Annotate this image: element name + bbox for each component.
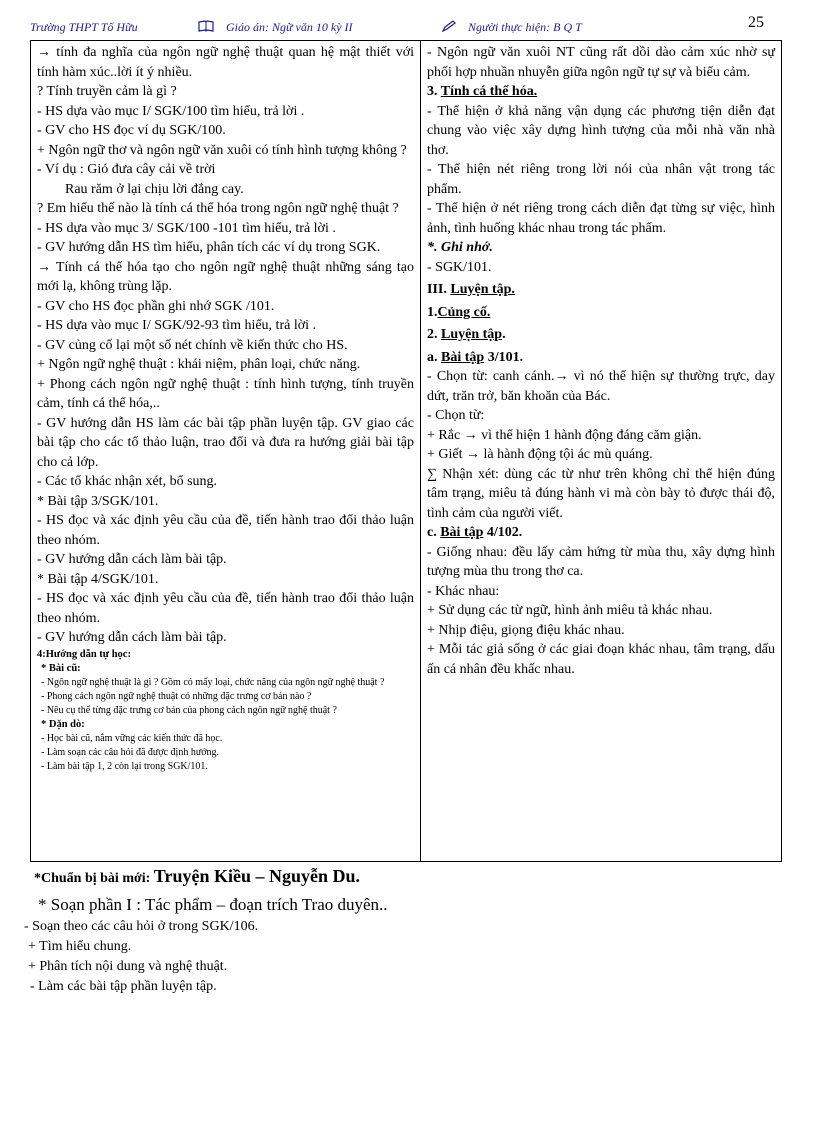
pen-icon — [442, 20, 456, 36]
left-line: - Ví dụ : Gió đưa cây cải về trời — [37, 162, 216, 177]
section-iii-heading — [427, 280, 775, 300]
left-line: - GV cho HS đọc phần ghi nhớ SGK /101. — [37, 298, 275, 314]
section-3-heading — [427, 82, 775, 102]
left-line: - HS dựa vào mục I/ SGK/92-93 tìm hiểu, trả lời . — [37, 318, 317, 333]
left-line: - GV hướng dẫn HS tìm hiểu, phân tích các ví dụ trong SGK. — [37, 240, 381, 255]
lesson-table — [30, 40, 782, 862]
content-column — [421, 41, 781, 861]
next-lesson-item: - Soạn theo các câu hỏi ở trong SGK/106. — [24, 919, 259, 934]
exercise-c-heading — [427, 523, 775, 543]
assignment-item: - Làm soạn các câu hỏi đã được định hướng. — [41, 746, 220, 758]
teacher-name: Người thực hiện: B Q T — [468, 20, 582, 34]
school-name: Trường THPT Tố Hữu — [30, 20, 138, 34]
left-line: - HS dựa vào mục I/ SGK/100 tìm hiểu, trả lời . — [37, 103, 305, 119]
right-line: - Thể hiện nét riêng trong lời nói của nhân vật trong tác phẩm. — [427, 162, 775, 197]
right-line: + Mỗi tác giả sống ở các giai đoạn khác nhau, tâm trạng, dấu ấn cá nhân đều khấc nhau. — [427, 642, 775, 677]
left-line: + Ngôn ngữ nghệ thuật : khái niệm, phân loại, chức năng. — [37, 357, 361, 372]
section-2-heading — [427, 325, 775, 345]
note-heading: *. Ghi nhớ. — [427, 240, 493, 255]
left-line: * Bài tập 4/SGK/101. — [37, 571, 159, 587]
left-line: Rau răm ở lại chịu lời đắng cay. — [65, 181, 244, 197]
section-dot: . — [502, 327, 506, 342]
left-line: - GV hướng dẫn cách làm bài tập. — [37, 630, 227, 645]
page-number: 25 — [748, 14, 764, 31]
section-title: Tính cá thể hóa. — [440, 84, 538, 99]
right-line: - SGK/101. — [427, 259, 492, 275]
left-line: + Phong cách ngôn ngữ nghệ thuật : tính hình tượng, tính truyền cảm, tính cá thể hóa,.. — [37, 376, 414, 411]
right-line: - Giống nhau: đều lấy cảm hứng từ mùa thu, xây dựng hình tượng mùa thu trong thơ ca. — [427, 544, 775, 579]
exercise-title: Bài tập — [441, 349, 485, 365]
old-lesson-item: - Phong cách ngôn ngữ nghệ thuật có những đặc trưng cơ bản nào ? — [41, 690, 312, 702]
exercise-number: 4/102. — [483, 525, 523, 540]
right-line: - Thể hiện ở khả năng vận dụng các phương tiện diễn đạt chung vào việc xây dựng hình tượng của mỗi nhà văn nhà thơ. — [427, 103, 775, 158]
section-number: 1. — [427, 304, 438, 320]
left-line: - GV củng cố lại một số nét chính về kiến thức cho HS. — [37, 337, 348, 353]
left-line: - GV hướng dẫn HS làm các bài tập phần luyện tập. GV giao các bài tập cho các tổ thảo luận, trao đổi và đưa ra hướng giải bài tập cho cả lớp. — [37, 415, 414, 470]
left-line: + Ngôn ngữ thơ và ngôn ngữ văn xuôi có tính hình tượng không ? — [37, 142, 407, 158]
left-line: - HS dựa vào mục 3/ SGK/100 -101 tìm hiểu, trả lời . — [37, 220, 336, 236]
assignment-item: - Làm bài tập 1, 2 còn lại trong SGK/101. — [41, 760, 208, 772]
exercise-number: 3/101. — [484, 349, 524, 365]
exercise-label: c. — [427, 525, 437, 540]
left-line: * Bài tập 3/SGK/101. — [37, 493, 159, 509]
next-lesson-prefix: *Chuẩn bị bài mới: — [34, 871, 151, 886]
next-lesson-part: * Soạn phần I : Tác phẩm – đoạn trích Trao duyên.. — [38, 895, 388, 914]
lesson-plan-title: Giáo án: Ngữ văn 10 kỳ II — [226, 20, 353, 34]
left-line: ? Tính truyền cảm là gì ? — [37, 84, 177, 99]
right-line: - Ngôn ngữ văn xuôi NT cũng rất dồi dào cảm xúc nhờ sự phối hợp nhuần nhuyễn giữa ngôn ngữ tự sự và biểu cảm. — [427, 45, 775, 80]
book-icon — [198, 20, 214, 36]
section-title: Củng cố. — [437, 304, 491, 320]
self-study-title: 4:Hướng dẫn tự học: — [37, 648, 131, 660]
next-lesson-title: Truyện Kiều – Nguyễn Du. — [153, 866, 360, 886]
exercise-a-heading — [427, 348, 775, 368]
old-lesson-item: - Nêu cụ thể từng đặc trưng cơ bản của phong cách ngôn ngữ nghệ thuật ? — [41, 704, 337, 716]
right-line: + Sử dụng các từ ngữ, hình ảnh miêu tả khác nhau. — [427, 603, 713, 618]
next-lesson-item: - Làm các bài tập phần luyện tập. — [30, 979, 217, 994]
right-line: - Chọn từ: — [427, 408, 485, 423]
right-line: + Rắc → vì thể hiện 1 hành động đáng căm giận. — [427, 427, 702, 443]
left-line: - HS đọc và xác định yêu cầu của đề, tiến hành trao đổi thảo luận theo nhóm. — [37, 591, 414, 626]
section-title: Luyện tập. — [450, 282, 515, 297]
left-line: - HS đọc và xác định yêu cầu của đề, tiến hành trao đổi thảo luận theo nhóm. — [37, 513, 414, 548]
left-line: → Tính cá thể hóa tạo cho ngôn ngữ nghệ thuật những sáng tạo mới lạ, không trùng lặp. — [37, 259, 414, 294]
old-lesson-item: - Ngôn ngữ nghệ thuật là gì ? Gồm có mấy loại, chức năng của ngôn ngữ nghệ thuật ? — [41, 676, 385, 688]
page-header — [30, 12, 790, 38]
next-lesson-section — [24, 866, 784, 997]
exercise-label: a. — [427, 349, 438, 365]
left-line: - Các tổ khác nhận xét, bổ sung. — [37, 474, 218, 489]
left-line: - GV cho HS đọc ví dụ SGK/100. — [37, 123, 226, 138]
exercise-title: Bài tập — [440, 525, 484, 540]
right-line: ∑ Nhận xét: dùng các từ như trên không chỉ thể hiện đúng tâm trạng, miêu tả đúng hành vi mà còn bày tỏ được thái độ, tình cảm của người viết. — [427, 466, 775, 521]
section-number: 2. — [427, 327, 438, 342]
assignment-item: - Học bài cũ, nắm vững các kiến thức đã học. — [41, 732, 223, 744]
teacher-activity-column — [31, 41, 421, 861]
right-line: - Thể hiện ở nét riêng trong cách diễn đạt từng sự việc, hình ảnh, tình huống khác nhau trong tác phẩm. — [427, 201, 775, 236]
left-line: → tính đa nghĩa của ngôn ngữ nghệ thuật quan hệ mật thiết với tính hàm xúc..lời ít ý nhiều. — [37, 45, 414, 80]
assignment-title: * Dặn dò: — [41, 718, 85, 730]
left-line: ? Em hiểu thế nào là tính cá thể hóa trong ngôn ngữ nghệ thuật ? — [37, 201, 399, 216]
left-line: - GV hướng dẫn cách làm bài tập. — [37, 552, 227, 567]
section-number: III. — [427, 282, 447, 297]
next-lesson-item: + Tìm hiểu chung. — [28, 939, 132, 954]
right-line: - Chọn từ: canh cánh.→ vì nó thể hiện sự thường trực, day dứt, trăn trở, băn khoăn của Bác. — [427, 369, 775, 404]
next-lesson-item: + Phân tích nội dung và nghệ thuật. — [28, 959, 228, 974]
right-line: + Nhịp điệu, giọng điệu khác nhau. — [427, 622, 625, 638]
right-line: + Giết → là hành động tội ác mù quáng. — [427, 447, 653, 462]
old-lesson-title: * Bài cũ: — [41, 662, 81, 674]
section-title: Luyện tập — [441, 327, 503, 342]
section-number: 3. — [427, 84, 438, 99]
right-line: - Khác nhau: — [427, 583, 500, 599]
section-1-heading — [427, 303, 775, 323]
